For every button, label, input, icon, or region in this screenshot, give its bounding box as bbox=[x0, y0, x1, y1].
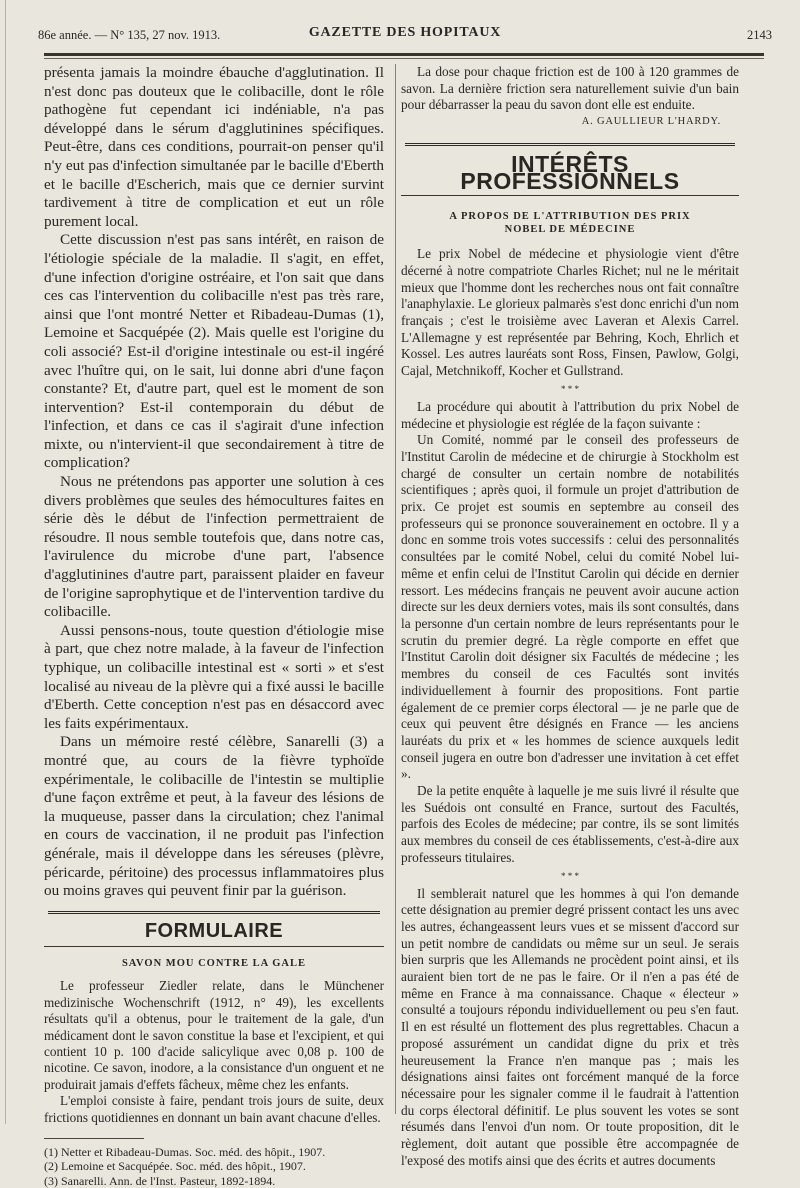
page-header bbox=[38, 24, 772, 46]
formulaire-paragraph: L'emploi consiste à faire, pendant trois jours de suite, deux frictions quotidiennes en donnant un bain avant chacune d'elles. bbox=[44, 1093, 384, 1125]
article-paragraph: Dans un mémoire resté célèbre, Sanarelli (3) a montré que, au cours de la fièvre typhoïde expérimentale, le colibacille de l'intestin se multiplie d'une façon extrême et peut, à la faveur des lésions de la muqueuse, passer dans la circulation; chez l'animal en cours de vaccination, il ne produit pas l'infection générale, mais il développe dans les séreuses (plèvre, péricarde, péritoine) des processus inflammatoires plus ou moins graves qui peuvent finir par la guérison. bbox=[44, 733, 384, 900]
section-stars: * * * bbox=[561, 870, 579, 881]
section-title-formulaire: FORMULAIRE bbox=[144, 919, 284, 942]
author-signature: A. GAULLIEUR L'HARDY. bbox=[581, 116, 721, 128]
article-subhead: A PROPOS DE L'ATTRIBUTION DES PRIX NOBEL DE MÉDECINE bbox=[449, 211, 691, 236]
article-paragraph: présenta jamais la moindre ébauche d'agglutination. Il n'est donc pas douteux que le colibacille, dont le rôle pathogène fut cependant ici indéniable, n'a pas développé dans le sérum d'agglutinines spécifiques. Peut-être, dans ces conditions, pourrait-on penser qu'il n'y eut pas d'infection simultanée par le bacille d'Eberth et le bacille d'Escherich, mais que ce dernier survint tardivement à titre de complication et eut un rôle purement local. bbox=[44, 64, 384, 230]
footnote-rule bbox=[44, 1138, 144, 1139]
article-paragraph: Nous ne prétendons pas apporter une solution à ces divers problèmes que seules des hémocultures faites en série dès le début de l'infection permettraient de résoudre. Il nous semble toutefois que, dans notre cas, l'avirulence du microbe d'une part, l'absence d'agglutinines d'autre part, paraissent plaider en faveur de l'origine saprophytique et de l'intervention tardive du colibacille. bbox=[44, 473, 384, 621]
column-separator bbox=[395, 64, 396, 1114]
right-column bbox=[401, 64, 739, 1169]
section-title-interets: INTÉRÊTS PROFESSIONNELS bbox=[460, 150, 680, 194]
article-paragraph: Il semblerait naturel que les hommes à qui l'on demande cette désignation au premier degré prissent contact les uns avec les autres, échangeassent leurs vues et se missent d'accord sur un petit nombre de candidats ou même sur un seul. Je serais bien surpris que les Allemands ne procèdent point ainsi, et ils auraient bien tort de ne pas le faire. Or il n'en a pas été de même en France à ma connaissance. Chaque « électeur » consulté a toujours répondu individuellement ou peu s'en faut. Il en est résulté un flottement des plus regrettables. Chacun a proposé assurément un candidat digne du prix et très heureusement la France n'en manque pas ; mais les désignations ainsi faites ont forcément manqué de la force nécessaire pour les signaler comme il le faudrait à l'attention du corps électoral définitif. Le plus souvent les votes se sont résumés dans l'envoi d'un nom. Or toute proposition, dit le règlement, doit autant que possible être accompagnée de l'exposé des motifs ainsi que des écrits et autres documents bbox=[401, 885, 739, 1168]
article-paragraph: La dose pour chaque friction est de 100 à 120 grammes de savon. La dernière friction sera naturellement suivie d'un bain pour débarrasser la peau du savon dont elle est enduite. bbox=[401, 64, 739, 113]
header-rule bbox=[44, 53, 764, 56]
article-paragraph: Cette discussion n'est pas sans intérêt, en raison de l'étiologie spéciale de la maladie. Il s'agit, en effet, d'une infection d'origine ostréaire, et l'on sait que dans ces cas l'intervention du colibacille n'est pas très rare, ainsi que l'ont montré Netter et Ribadeau-Dumas (1), Lemoine et Sacquépée (2). Mais quelle est l'origine du coli associé? Est-il d'origine intestinale ou est-il ingéré avec l'huître qui, on le sait, lui donne abri d'une façon constante? Et, d'autre part, quel est le moment de son intervention? Est-il contemporain du début de l'infection, et dans ce cas il s'agirait d'une infection mixte, ou n'intervient-il que secondairement à titre de complication? bbox=[44, 231, 384, 472]
footnotes bbox=[44, 1145, 384, 1188]
footnote: (2) Lemoine et Sacquépée. Soc. méd. des hôpit., 1907. bbox=[44, 1159, 306, 1174]
page-number: 2143 bbox=[747, 28, 772, 42]
article-subhead: SAVON MOU CONTRE LA GALE bbox=[121, 958, 307, 970]
header-rule-thin bbox=[44, 58, 764, 59]
article-paragraph: De la petite enquête à laquelle je me suis livré il résulte que les Suédois ont consulté en France, surtout des Facultés, parfois des Ecoles de médecine; par contre, ils se sont limités aux membres du conseil de ces établissements, c'est-à-dire aux professeurs titulaires. bbox=[401, 783, 739, 865]
journal-title: GAZETTE DES HOPITAUX bbox=[308, 25, 502, 40]
issue-info: 86e année. — N° 135, 27 nov. 1913. bbox=[38, 28, 221, 42]
formulaire-paragraph: Le professeur Ziedler relate, dans le Münchener medizinische Wochenschrift (1912, n° 49), les excellents résultats qu'il a obtenus, pour le traitement de la gale, d'un médicament dont le savon constitue la base et l'excipient, et qui contient 10 p. 100 d'acide salicylique avec 0,08 p. 100 de nicotine. Ce savon, inodore, a la consistance d'un onguent et ne produirait jamais d'effets fâcheux, même chez les enfants. bbox=[44, 978, 384, 1092]
section-divider bbox=[48, 911, 380, 914]
footnote: (1) Netter et Ribadeau-Dumas. Soc. méd. des hôpit., 1907. bbox=[44, 1144, 326, 1159]
article-paragraph: La procédure qui aboutit à l'attribution du prix Nobel de médecine et physiologie est réglée de la façon suivante : bbox=[401, 398, 739, 431]
article-paragraph: Aussi pensons-nous, toute question d'étiologie mise à part, que chez notre malade, à la faveur de l'infection typhique, un colibacille intestinal est « sorti » et s'est localisé au niveau de la plèvre qui a fixé aussi le bacille d'Eberth. Cette conception n'est pas en désaccord avec les faits expérimentaux. bbox=[44, 621, 384, 732]
section-divider bbox=[405, 143, 735, 146]
article-paragraph: Le prix Nobel de médecine et physiologie vient d'être décerné à notre compatriote Charles Richet; nul ne le méritait mieux que l'homme dont les recherches nous ont fait connaître l'anaphylaxie. Le glorieux palmarès s'est donc enrichi d'un nom français ; c'est le troisième avec Laveran et Alexis Carrel. L'Allemagne y est représentée par Behring, Koch, Ehrlich et Kossel. Les autres lauréats sont Ross, Finsen, Pawlow, Golgi, Cajal, Metchnikoff, Kocher et Gullstrand. bbox=[401, 246, 739, 379]
footnote: (3) Sanarelli. Ann. de l'Inst. Pasteur, 1892-1894. bbox=[44, 1173, 276, 1188]
section-stars: * * * bbox=[561, 383, 579, 394]
article-paragraph: Un Comité, nommé par le conseil des professeurs de l'Institut Carolin de médecine et de chirurgie à Stockholm est chargé de consulter un certain nombre de notabilités scientifiques ; après quoi, il formule un projet d'attribution de prix. Ce projet est soumis en septembre au conseil des professeurs qui se prononce souverainement en octobre. Il y a donc en somme trois votes successifs : celui des personnalités consultées par le comité Nobel, celui du comité Nobel lui-même et enfin celui de l'Institut Carolin qui décide en dernier ressort. Les médecins français ne peuvent avoir aucune action directe sur les deux derniers votes, mais ils sont consultés, dans la personne d'un certain nombre de leurs représentants pour le scrutin du premier degré. La règle comporte en effet que l'Institut Carolin doit désigner six Facultés de médecine ; les membres du conseil de ces Facultés sont invités individuellement à fournir des propositions. Font partie également de ce premier corps électoral — je ne parle que de ceux qui peuvent être désignés en France — les anciens lauréats du prix et « les hommes de science auxquels ledit conseil jugera en outre bon d'adresser une invitation à cet effet ». bbox=[401, 432, 739, 782]
binding-edge bbox=[5, 0, 6, 1124]
left-column bbox=[44, 64, 384, 1188]
